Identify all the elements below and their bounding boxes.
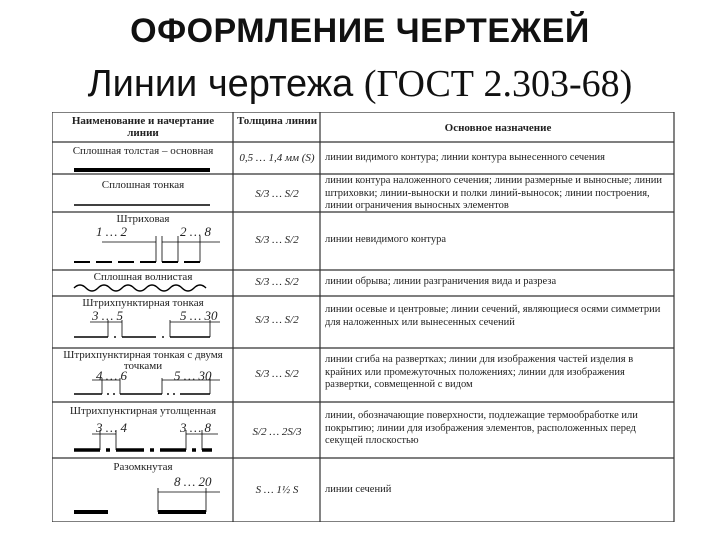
- row-6-name: Штрихпунктирная тонкая с двумя точками: [63, 349, 223, 372]
- wavy-line: [74, 285, 206, 291]
- row-2-name: Сплошная тонкая: [101, 179, 185, 191]
- row-5-thickness: S/3 … S/2: [255, 314, 299, 326]
- lines-table: [52, 112, 676, 522]
- row-7-dim-1: 3 … 4: [96, 420, 128, 435]
- row-4-name: Сплошная волнистая: [93, 271, 193, 283]
- row-4-purpose: линии обрыва; линии разграничения вида и разреза: [325, 276, 557, 287]
- row-7-thickness: S/2 … 2S/3: [252, 426, 302, 438]
- row-6-dim-1: 4 … 6: [96, 368, 128, 383]
- row-6-thickness: S/3 … S/2: [255, 368, 299, 380]
- row-3-name: Штриховая: [116, 213, 170, 225]
- row-3-thickness: S/3 … S/2: [255, 234, 299, 246]
- row-4-thickness: S/3 … S/2: [255, 276, 299, 288]
- row-5-purpose: линии осевые и центровые; линии сечений, являющиеся осями симметрии для наложенных или вынесенных сечений: [325, 304, 661, 328]
- row-2-purpose: линии контура наложенного сечения; линии размерные и выносные; линии штриховки; линии-выноски и полки линий-выносок; линии построения, линии ограничения выносных элементов: [325, 175, 662, 211]
- row-6-dim-2: 5 … 30: [174, 368, 212, 383]
- row-6-purpose: линии сгиба на развертках; линии для изображения частей изделия в крайних или промежуточных положениях; линии для изображения развертки, совмещенной с видом: [325, 354, 634, 390]
- subtitle-prefix: Линии чертежа: [87, 63, 354, 105]
- row-1-thickness: 0,5 … 1,4 мм (S): [239, 152, 315, 164]
- page-subtitle: [0, 62, 720, 106]
- row-5-dim-1: 3 … 5: [92, 308, 124, 323]
- row-7-dim-2: 3 … 8: [180, 420, 212, 435]
- header-thickness: Толщина линии: [236, 115, 318, 127]
- row-8-dim-1: 8 … 20: [174, 474, 212, 489]
- row-5-dim-2: 5 … 30: [180, 308, 218, 323]
- row-8-thickness: S … 1½ S: [255, 484, 299, 496]
- row-1-purpose: линии видимого контура; линии контура вынесенного сечения: [325, 152, 605, 163]
- row-7-purpose: линии, обозначающие поверхности, подлежащие термообработке или покрытию; линии для изображения элементов, расположенных перед секущей плоскостью: [325, 410, 638, 446]
- header-name: Наименование и начертание линии: [71, 115, 215, 139]
- row-3-dim-1: 1 … 2: [96, 224, 128, 239]
- row-2-thickness: S/3 … S/2: [255, 188, 299, 200]
- row-8-purpose: линии сечений: [325, 484, 392, 495]
- row-3-dim-2: 2 … 8: [180, 224, 212, 239]
- page-title: ОФОРМЛЕНИЕ ЧЕРТЕЖЕЙ: [130, 12, 590, 50]
- row-1-name: Сплошная толстая – основная: [72, 145, 214, 157]
- open-line-dimension-lines: [158, 488, 220, 512]
- row-7-name: Штрихпунктирная утолщенная: [69, 405, 217, 417]
- row-3-purpose: линии невидимого контура: [325, 234, 447, 245]
- row-8-name: Разомкнутая: [113, 461, 173, 473]
- header-purpose: Основное назначение: [444, 122, 552, 134]
- subtitle-gost: (ГОСТ 2.303-68): [363, 63, 633, 105]
- row-5-name: Штрихпунктирная тонкая: [82, 297, 204, 309]
